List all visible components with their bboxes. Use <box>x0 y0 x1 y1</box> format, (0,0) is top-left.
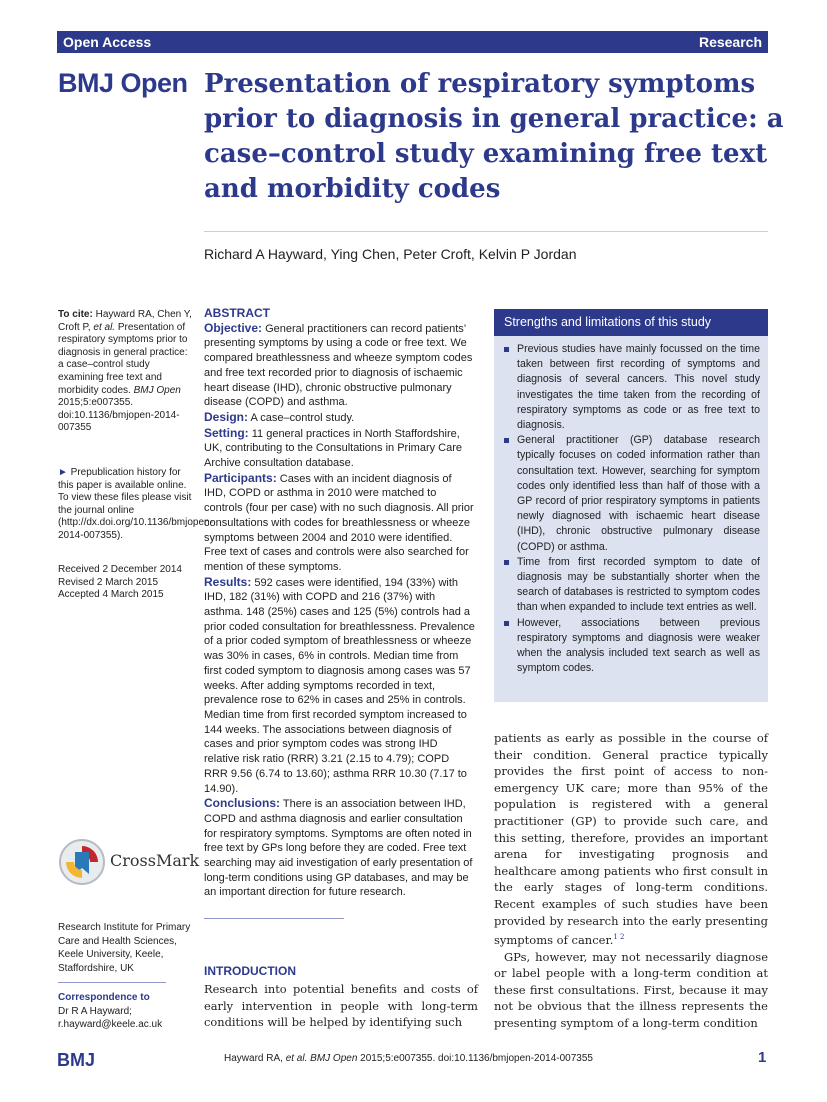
objective-text: General practitioners can record patients’ presenting symptoms by using a code or free text. We compared breathlessness and wheeze symptom codes and free text recorded prior to diagnosis of ischaemic heart disease (IHD), chronic obstructive pulmonary disease (COPD) and asthma. <box>204 322 473 409</box>
title-divider <box>204 231 768 232</box>
bmj-footer-logo: BMJ <box>57 1050 96 1070</box>
list-item <box>517 555 760 616</box>
correspondence-label: Correspondence to <box>58 992 150 1003</box>
introduction-heading: INTRODUCTION <box>204 964 296 978</box>
list-item-text: Time from first recorded symptom to date of diagnosis may be substantially shorter when the search of databases is restricted to symptom codes than when expanded to include text entries as well. <box>517 555 760 614</box>
cite-text: Presentation of respiratory symptoms prior to diagnosis in general practice: a case–control study examining free text and morbidity codes. <box>58 321 188 396</box>
journal-logo: BMJ Open <box>58 68 188 98</box>
list-item-text: General practitioner (GP) database research typically focuses on coded information rather than consultation text. However, searching for symptom codes only identified less than half of those with a GP record of prior respiratory symptoms in patients newly diagnosed with ischaemic heart disease (IHD), chronic obstructive pulmonary disease (COPD) or asthma. <box>517 434 760 553</box>
footer-etal: et al. <box>285 1053 308 1064</box>
abstract-setting <box>204 426 476 471</box>
abstract-objective <box>204 321 476 410</box>
body-paragraph <box>494 730 768 949</box>
list-item-text: However, associations between previous respiratory symptoms and diagnosis were weaker when the analysis included text search as well as symptom codes. <box>517 616 760 675</box>
strengths-list <box>494 342 768 676</box>
footer-doi: 2015;5:e007355. doi:10.1136/bmjopen-2014-007355 <box>357 1053 593 1064</box>
received-date: Received 2 December 2014 <box>58 564 182 575</box>
paragraph-text: GPs, however, may not necessarily diagnose or label people with a long-term condition at these first consultations. First, because it may not be obvious that the illness represents the presenting symptom of a long-term condition <box>494 949 768 1030</box>
crossmark-badge[interactable] <box>58 838 200 886</box>
introduction-text: Research into potential benefits and costs of early intervention in people with long-term conditions will be helped by identifying such <box>204 982 478 1029</box>
list-item <box>517 433 760 555</box>
header-bar <box>57 31 768 53</box>
cite-etal: et al. <box>93 321 116 333</box>
cite-text: Hayward RA, Chen Y, Croft P, <box>58 309 192 333</box>
arrow-icon: ► <box>58 467 68 478</box>
accepted-date: Accepted 4 March 2015 <box>58 589 164 601</box>
body-column-2 <box>494 730 768 1032</box>
list-item-text: Previous studies have mainly focussed on the time taken between first recording of symptoms and diagnosis of several cancers. This novel study investigates the time taken from the recording of respiratory symptoms as code or as free text to diagnosis. <box>517 343 760 432</box>
strengths-box <box>494 309 768 702</box>
abstract-conclusions <box>204 796 476 900</box>
dates-block <box>58 564 192 602</box>
body-paragraph <box>494 949 768 1032</box>
conclusions-label: Conclusions: <box>204 796 281 811</box>
section-label: Research <box>698 34 762 50</box>
abstract-divider <box>204 918 344 919</box>
bullet-icon <box>504 560 509 565</box>
abstract-heading: ABSTRACT <box>204 306 270 320</box>
revised-date: Revised 2 March 2015 <box>58 576 159 588</box>
participants-label: Participants: <box>204 470 277 485</box>
crossmark-icon <box>58 838 106 886</box>
footer-journal: BMJ Open <box>307 1053 358 1064</box>
prepub-block <box>58 467 213 543</box>
participants-text: Cases with an incident diagnosis of IHD, COPD or asthma in 2010 were matched to controls (four per case) with no such diagnosis. All prior consultations with codes for breathlessness or wheeze symptoms between 2004 and 2010 were identified. Free text of cases and controls were also searched for mention of these symptoms. <box>204 472 474 573</box>
correspondence-block <box>58 991 192 1032</box>
cite-label: To cite: <box>58 309 93 320</box>
abstract-results <box>204 575 476 797</box>
cite-doi: 2015;5:e007355. doi:10.1136/bmjopen-2014-007355 <box>58 397 180 434</box>
strengths-heading <box>494 309 768 336</box>
author-list: Richard A Hayward, Ying Chen, Peter Croft, Kelvin P Jordan <box>204 246 577 262</box>
reference-superscript[interactable]: 1 2 <box>613 933 625 942</box>
list-item <box>517 342 760 433</box>
cite-journal: BMJ Open <box>133 384 181 396</box>
open-access-label: Open Access <box>63 34 152 50</box>
abstract-design <box>204 410 476 426</box>
strengths-heading-text: Strengths and limitations of this study <box>504 315 712 329</box>
affiliation: Research Institute for Primary Care and Health Sciences, Keele University, Keele, Staffordshire, UK <box>58 922 191 974</box>
results-label: Results: <box>204 574 252 589</box>
correspondence-email[interactable]: r.hayward@keele.ac.uk <box>58 1019 163 1030</box>
setting-label: Setting: <box>204 425 249 440</box>
bullet-icon <box>504 347 509 352</box>
article-title: Presentation of respiratory symptoms prior to diagnosis in general practice: a case–control study examining free text and morbidity codes <box>204 69 784 204</box>
results-text: 592 cases were identified, 194 (33%) with IHD, 182 (31%) with COPD and 216 (37%) with asthma. 148 (25%) cases and 125 (5%) controls had a prior coded consultation for breathlessness. Prevalence of a prior coded symptom of breathlessness or wheeze was 30% in cases, 6% in controls. Median time from first coded symptom to diagnosis among cases was 57 weeks. After adding symptoms recorded in text, prevalence rose to 62% in cases and 25% in controls. Median time from first recorded symptom increased to 144 weeks. The associations between diagnosis of cases and prior symptom codes was strong IHD relative risk ratio (RRR) 3.21 (2.15 to 4.79); COPD RRR 9.56 (6.74 to 13.60); asthma RRR 10.30 (7.17 to 14.90). <box>204 576 475 795</box>
crossmark-label: CrossMark <box>110 851 200 870</box>
abstract-participants <box>204 471 476 575</box>
setting-text: 11 general practices in North Staffordshire, UK, contributing to the Consultations in Primary Care Archive consultation database. <box>204 427 463 470</box>
footer-citation <box>224 1053 593 1064</box>
affiliation-divider <box>58 982 166 983</box>
paragraph-text: patients as early as possible in the course of their condition. General practice typically provides the first point of access to non-emergency UK care; more than 95% of the population is registered with a general practitioner (GP) to provide such care, and this setting, therefore, provides an important arena for investigating prognosis and healthcare among patients who first consult in the early stages of long-term conditions. Recent examples of such studies have been provided by research into the early presenting symptoms of cancer. <box>494 731 768 947</box>
conclusions-text: There is an association between IHD, COPD and asthma diagnosis and earlier consultation for respiratory symptoms. Symptoms are often noted in free text by GPs long before they are coded. Free text searching may aid investigation of early presentation of long-term conditions using GP databases, and may be an important direction for future research. <box>204 798 473 899</box>
bullet-icon <box>504 438 509 443</box>
design-text: A case–control study. <box>248 411 355 424</box>
footer-authors: Hayward RA, <box>224 1053 286 1064</box>
abstract <box>204 306 476 900</box>
bullet-icon <box>504 621 509 626</box>
list-item <box>517 616 760 677</box>
page-number: 1 <box>758 1049 767 1066</box>
correspondence-name: Dr R A Hayward; <box>58 1005 132 1017</box>
objective-label: Objective: <box>204 320 263 335</box>
prepub-text[interactable]: Prepublication history for this paper is available online. To view these files please visit the journal online (http://dx.doi.org/10.1136/bmjopen-2014-007355). <box>58 467 213 541</box>
design-label: Design: <box>204 409 249 424</box>
citation-block <box>58 309 192 435</box>
